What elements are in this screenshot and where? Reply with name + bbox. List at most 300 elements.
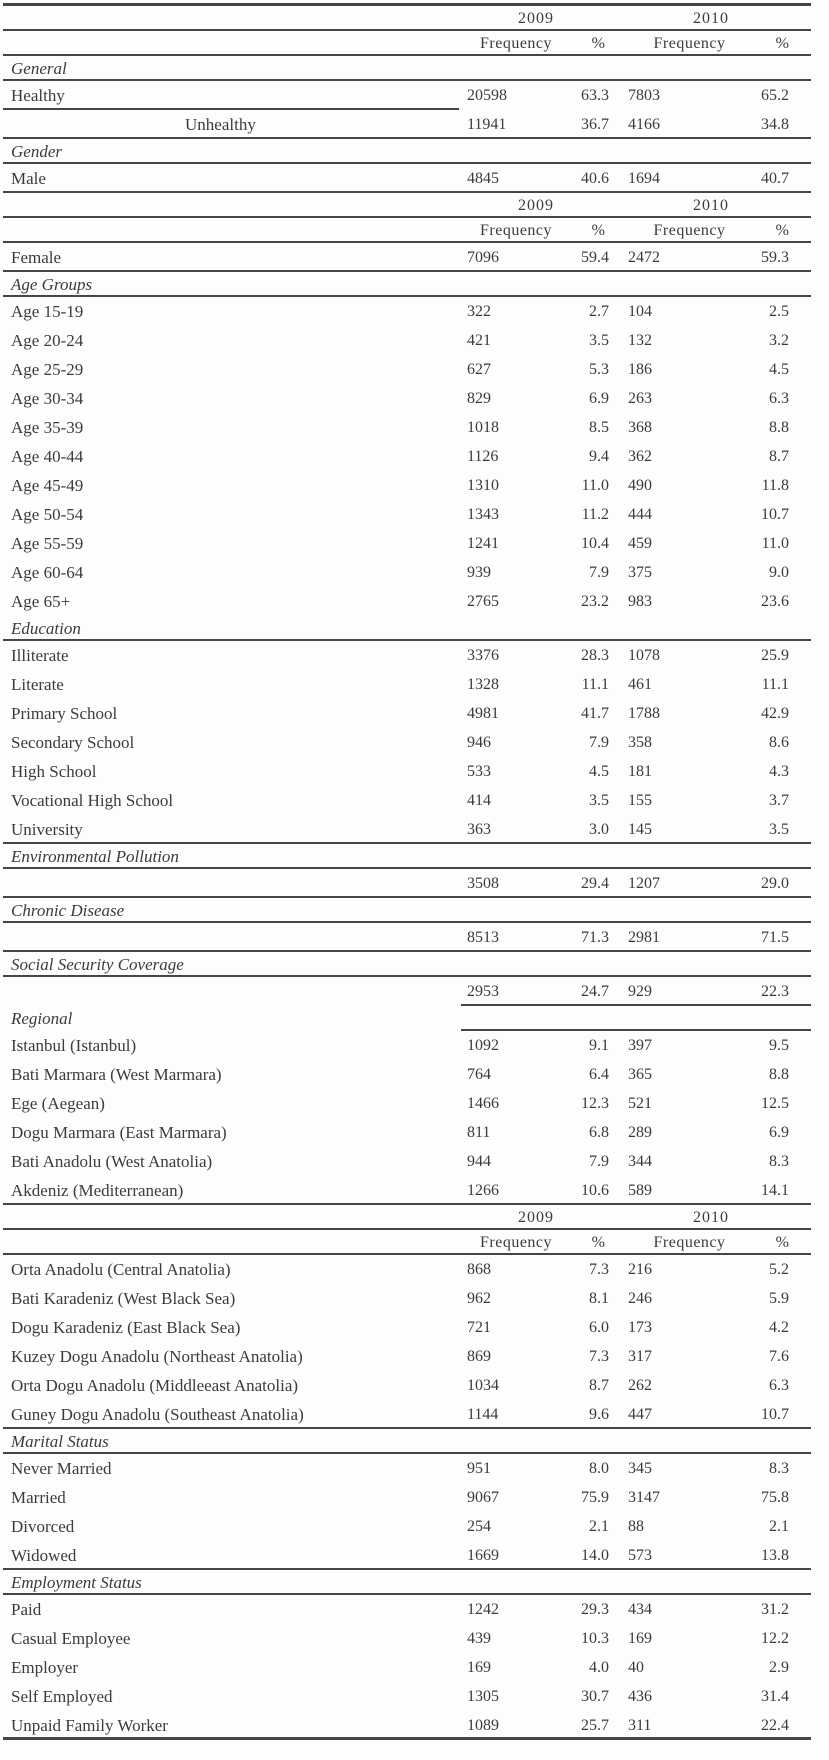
frequency-2010-cell: 263 [628,389,652,407]
percent-2009-cell: 9.6 [589,1405,609,1423]
percent-2009-cell: 9.1 [589,1036,609,1054]
percent-2010-cell: 3.7 [769,791,789,809]
table-row [3,1483,811,1512]
row-label: Age 60-64 [11,562,84,582]
year-2009-header: 2009 [518,1208,554,1226]
frequency-2010-cell: 181 [628,762,652,780]
table-row [3,413,811,442]
percent-2009-cell: 24.7 [581,982,609,1000]
year-2010-header: 2010 [693,196,729,214]
section-label: Regional [11,1008,73,1028]
percent-2010-cell: 75.8 [761,1488,789,1506]
percent-2010-cell: 6.3 [769,389,789,407]
row-label: Vocational High School [11,790,174,810]
table-row [3,1089,811,1118]
frequency-2009-cell: 414 [467,791,491,809]
percent-2010-cell: 12.5 [761,1094,789,1112]
percent-2009-cell: 59.4 [581,248,609,266]
frequency-2009-cell: 1089 [467,1716,499,1734]
table-row [3,471,811,500]
row-label: Ege (Aegean) [11,1093,105,1113]
table-row [3,1060,811,1089]
percent-2010-column-header: % [775,34,789,52]
percent-2010-cell: 23.6 [761,592,789,610]
row-label: Orta Dogu Anadolu (Middleeast Anatolia) [11,1375,299,1395]
row-label: Age 45-49 [11,475,84,495]
row-label: Bati Karadeniz (West Black Sea) [11,1288,236,1308]
table-row [3,384,811,413]
frequency-2009-cell: 939 [467,563,491,581]
frequency-2010-cell: 311 [628,1716,652,1734]
percent-2009-cell: 3.5 [589,331,609,349]
percent-2009-cell: 75.9 [581,1488,609,1506]
percent-2009-cell: 3.5 [589,791,609,809]
row-label: Age 20-24 [11,330,84,350]
table-row [3,1682,811,1711]
percent-2009-cell: 11.2 [581,505,609,523]
percent-2009-cell: 12.3 [581,1094,609,1112]
percent-2010-cell: 8.3 [769,1152,789,1170]
table-row [3,1541,811,1570]
row-label: Orta Anadolu (Central Anatolia) [11,1259,231,1279]
frequency-2010-cell: 521 [628,1094,652,1112]
table-row [3,442,811,471]
percent-2009-cell: 30.7 [581,1687,609,1705]
frequency-2010-cell: 1207 [628,874,660,892]
row-label: Akdeniz (Mediterranean) [11,1180,184,1200]
percent-2009-cell: 63.3 [581,86,609,104]
frequency-2010-cell: 375 [628,563,652,581]
frequency-2009-cell: 764 [467,1065,491,1083]
frequency-2010-column-header: Frequency [653,1233,726,1251]
table-row [3,1512,811,1541]
table-row [3,1595,811,1624]
percent-2010-cell: 9.0 [769,563,789,581]
percent-2010-cell: 11.1 [761,675,789,693]
frequency-2009-cell: 533 [467,762,491,780]
row-label: High School [11,761,97,781]
percent-2009-cell: 10.4 [581,534,609,552]
percent-2010-cell: 31.4 [761,1687,789,1705]
frequency-2009-cell: 322 [467,302,491,320]
frequency-2009-column-header: Frequency [479,34,553,52]
row-label: Divorced [11,1516,75,1536]
percent-2009-cell: 6.9 [589,389,609,407]
percent-2010-cell: 4.2 [769,1318,789,1336]
percent-2009-column-header: % [591,221,605,239]
section-row [3,952,811,977]
percent-2009-cell: 29.3 [581,1600,609,1618]
percent-2010-cell: 6.9 [769,1123,789,1141]
table-row [3,641,811,670]
percent-2010-cell: 8.8 [769,418,789,436]
year-header-row [3,193,811,218]
section-row [3,139,811,164]
table-row [3,1313,811,1342]
table-row [3,699,811,728]
frequency-2009-cell: 3376 [467,646,499,664]
table-row [3,1400,811,1429]
section-label: Gender [11,141,62,161]
frequency-2010-cell: 3147 [628,1488,660,1506]
frequency-2009-cell: 8513 [467,928,499,946]
percent-2010-cell: 2.5 [769,302,789,320]
row-label: Age 30-34 [11,388,84,408]
section-label: Education [11,618,81,638]
section-label: Chronic Disease [11,900,125,920]
frequency-2010-column-header: Frequency [653,221,726,239]
percent-2010-cell: 8.7 [769,447,789,465]
percent-2010-cell: 4.5 [769,360,789,378]
frequency-2010-cell: 173 [628,1318,652,1336]
percent-2010-cell: 8.3 [769,1459,789,1477]
frequency-2010-cell: 397 [628,1036,652,1054]
frequency-2009-cell: 946 [467,733,491,751]
frequency-2010-cell: 216 [628,1260,652,1278]
percent-2009-cell: 2.1 [589,1517,609,1535]
frequency-2009-cell: 11941 [467,115,507,133]
percent-2010-cell: 11.8 [761,476,789,494]
percent-2010-cell: 5.9 [769,1289,789,1307]
year-header-row [3,1205,811,1230]
percent-2009-cell: 25.7 [581,1716,609,1734]
table-row [3,326,811,355]
row-label: Never Married [11,1458,112,1478]
percent-2009-cell: 40.6 [581,169,609,187]
frequency-2010-cell: 362 [628,447,652,465]
section-row [3,1570,811,1595]
row-label: Primary School [11,703,118,723]
frequency-2010-cell: 155 [628,791,652,809]
table-row [3,1255,811,1284]
frequency-2009-cell: 363 [467,820,491,838]
frequency-2009-cell: 1018 [467,418,499,436]
frequency-2010-cell: 365 [628,1065,652,1083]
table-row [3,164,811,193]
table-row [3,81,811,110]
row-label: Kuzey Dogu Anadolu (Northeast Anatolia) [11,1346,303,1366]
section-label: Age Groups [11,274,93,294]
section-label: Social Security Coverage [11,954,184,974]
percent-2010-cell: 14.1 [761,1181,789,1199]
row-label: Age 40-44 [11,446,84,466]
percent-2009-cell: 4.5 [589,762,609,780]
frequency-2009-cell: 4845 [467,169,499,187]
percent-2010-column-header: % [775,221,789,239]
percent-2010-cell: 8.6 [769,733,789,751]
year-header-row [3,6,811,31]
frequency-2009-cell: 20598 [467,86,507,104]
section-label: General [11,58,67,78]
frequency-2010-cell: 1788 [628,704,660,722]
percent-2010-cell: 13.8 [761,1546,789,1564]
frequency-2009-cell: 962 [467,1289,491,1307]
percent-2009-column-header: % [591,34,605,52]
percent-2009-cell: 7.3 [589,1260,609,1278]
frequency-2009-cell: 1343 [467,505,499,523]
table-row [3,1147,811,1176]
section-label: Employment Status [11,1572,142,1592]
row-label: Secondary School [11,732,135,752]
column-header-row [3,1230,811,1255]
year-2010-header: 2010 [693,9,729,27]
percent-2010-cell: 10.7 [761,505,789,523]
table-row [3,500,811,529]
percent-2009-cell: 6.0 [589,1318,609,1336]
frequency-2009-cell: 1305 [467,1687,499,1705]
table-row [3,529,811,558]
section-label: Environmental Pollution [11,846,179,866]
section-row [3,898,811,923]
row-label: Age 50-54 [11,504,84,524]
percent-2010-cell: 2.9 [769,1658,789,1676]
table-row [3,558,811,587]
frequency-2010-cell: 145 [628,820,652,838]
percent-2010-cell: 2.1 [769,1517,789,1535]
frequency-2009-cell: 169 [467,1658,491,1676]
percent-2009-cell: 7.3 [589,1347,609,1365]
percent-2009-cell: 6.4 [589,1065,609,1083]
frequency-2010-cell: 262 [628,1376,652,1394]
percent-2010-cell: 71.5 [761,928,789,946]
frequency-2009-cell: 4981 [467,704,499,722]
frequency-2009-cell: 2953 [467,982,499,1000]
frequency-2009-cell: 811 [467,1123,491,1141]
frequency-2009-cell: 254 [467,1517,491,1535]
frequency-2010-cell: 2981 [628,928,660,946]
frequency-2010-cell: 289 [628,1123,652,1141]
row-label: Casual Employee [11,1628,131,1648]
frequency-2009-cell: 9067 [467,1488,499,1506]
percent-2009-cell: 8.5 [589,418,609,436]
percent-2010-column-header: % [775,1233,789,1251]
year-2010-header: 2010 [693,1208,729,1226]
table-row [3,728,811,757]
percent-2009-cell: 8.1 [589,1289,609,1307]
year-2009-header: 2009 [518,196,554,214]
frequency-2009-cell: 1126 [467,447,499,465]
percent-2010-cell: 11.0 [761,534,789,552]
table-row [3,355,811,384]
percent-2009-cell: 36.7 [581,115,609,133]
table-row [3,1711,811,1740]
table-row [3,815,811,844]
frequency-2009-cell: 2765 [467,592,499,610]
descriptive-statistics-table [3,3,811,1740]
row-label: Male [11,168,46,188]
percent-2009-cell: 14.0 [581,1546,609,1564]
row-label: Bati Anadolu (West Anatolia) [11,1151,213,1171]
frequency-2010-cell: 344 [628,1152,652,1170]
percent-2010-cell: 3.5 [769,820,789,838]
percent-2009-cell: 7.9 [589,563,609,581]
section-row [3,272,811,297]
frequency-2010-cell: 573 [628,1546,652,1564]
frequency-2009-cell: 7096 [467,248,499,266]
frequency-2010-cell: 436 [628,1687,652,1705]
percent-2010-cell: 10.7 [761,1405,789,1423]
frequency-2009-cell: 1328 [467,675,499,693]
frequency-2009-cell: 829 [467,389,491,407]
table-row [3,110,811,139]
row-label: Illiterate [11,645,69,665]
column-header-row [3,31,811,56]
percent-2010-cell: 59.3 [761,248,789,266]
table-row [3,243,811,272]
frequency-2009-cell: 1310 [467,476,499,494]
percent-2010-cell: 22.3 [761,982,789,1000]
table-row [3,1031,811,1060]
frequency-2009-cell: 1466 [467,1094,499,1112]
percent-2009-cell: 10.6 [581,1181,609,1199]
row-label: Age 25-29 [11,359,84,379]
frequency-2009-cell: 1144 [467,1405,499,1423]
frequency-2010-cell: 169 [628,1629,652,1647]
frequency-2009-cell: 1266 [467,1181,499,1199]
percent-2009-cell: 41.7 [581,704,609,722]
percent-2009-cell: 5.3 [589,360,609,378]
frequency-2010-cell: 589 [628,1181,652,1199]
frequency-2010-cell: 358 [628,733,652,751]
frequency-2010-cell: 186 [628,360,652,378]
frequency-2010-cell: 104 [628,302,652,320]
percent-2009-cell: 8.0 [589,1459,609,1477]
row-label: Age 65+ [11,591,71,611]
percent-2010-cell: 4.3 [769,762,789,780]
frequency-2010-cell: 447 [628,1405,652,1423]
percent-2010-cell: 7.6 [769,1347,789,1365]
percent-2010-cell: 22.4 [761,1716,789,1734]
row-label: Widowed [11,1545,77,1565]
percent-2009-cell: 2.7 [589,302,609,320]
frequency-2010-cell: 444 [628,505,652,523]
frequency-2010-cell: 929 [628,982,652,1000]
table-row [3,297,811,326]
frequency-2009-cell: 944 [467,1152,491,1170]
frequency-2009-cell: 439 [467,1629,491,1647]
frequency-2010-cell: 461 [628,675,652,693]
section-row [3,1006,811,1031]
percent-2010-cell: 5.2 [769,1260,789,1278]
table-row [3,1118,811,1147]
frequency-2009-cell: 1092 [467,1036,499,1054]
row-label: Unpaid Family Worker [11,1715,168,1735]
frequency-2010-cell: 246 [628,1289,652,1307]
table-row [3,786,811,815]
frequency-2009-cell: 1241 [467,534,499,552]
table-row [3,869,811,898]
row-label: Dogu Karadeniz (East Black Sea) [11,1317,241,1337]
row-label: Literate [11,674,64,694]
table-row [3,1284,811,1313]
table-row [3,1176,811,1205]
table-row [3,1342,811,1371]
row-label: Married [11,1487,66,1507]
percent-2010-cell: 65.2 [761,86,789,104]
table-row [3,1653,811,1682]
row-label: Age 15-19 [11,301,84,321]
percent-2010-cell: 31.2 [761,1600,789,1618]
row-label: Employer [11,1657,79,1677]
table-row [3,923,811,952]
percent-2009-cell: 7.9 [589,1152,609,1170]
row-label: Self Employed [11,1686,113,1706]
frequency-2010-cell: 345 [628,1459,652,1477]
percent-2009-cell: 28.3 [581,646,609,664]
frequency-2009-cell: 721 [467,1318,491,1336]
section-label: Marital Status [11,1431,109,1451]
percent-2010-cell: 42.9 [761,704,789,722]
frequency-2010-cell: 490 [628,476,652,494]
table-row [3,587,811,616]
row-label: Bati Marmara (West Marmara) [11,1064,222,1084]
frequency-2009-cell: 1242 [467,1600,499,1618]
percent-2009-column-header: % [591,1233,605,1251]
frequency-2009-cell: 1034 [467,1376,499,1394]
percent-2009-cell: 29.4 [581,874,609,892]
year-2009-header: 2009 [518,9,554,27]
percent-2010-cell: 12.2 [761,1629,789,1647]
frequency-2010-cell: 4166 [628,115,660,133]
row-label: Age 35-39 [11,417,84,437]
frequency-2010-cell: 983 [628,592,652,610]
row-label: Dogu Marmara (East Marmara) [11,1122,227,1142]
table-row [3,670,811,699]
percent-2009-cell: 4.0 [589,1658,609,1676]
frequency-2009-cell: 421 [467,331,491,349]
frequency-2010-cell: 132 [628,331,652,349]
percent-2009-cell: 7.9 [589,733,609,751]
frequency-2010-cell: 368 [628,418,652,436]
percent-2009-cell: 11.0 [581,476,609,494]
percent-2010-cell: 8.8 [769,1065,789,1083]
frequency-2009-column-header: Frequency [479,221,553,239]
row-label: Guney Dogu Anadolu (Southeast Anatolia) [11,1404,304,1424]
frequency-2009-cell: 869 [467,1347,491,1365]
frequency-2009-cell: 627 [467,360,491,378]
frequency-2010-cell: 459 [628,534,652,552]
table-row [3,1624,811,1653]
row-label: University [11,819,83,839]
percent-2010-cell: 29.0 [761,874,789,892]
percent-2009-cell: 10.3 [581,1629,609,1647]
row-label: Paid [11,1599,42,1619]
section-row [3,616,811,641]
frequency-2009-cell: 1669 [467,1546,499,1564]
percent-2010-cell: 34.8 [761,115,789,133]
percent-2010-cell: 6.3 [769,1376,789,1394]
table-row [3,977,811,1006]
percent-2009-cell: 11.1 [581,675,609,693]
percent-2010-cell: 25.9 [761,646,789,664]
row-label: Unhealthy [185,114,256,134]
frequency-2010-cell: 434 [628,1600,652,1618]
frequency-2009-column-header: Frequency [479,1233,553,1251]
frequency-2010-cell: 2472 [628,248,660,266]
row-label: Female [11,247,62,267]
frequency-2009-cell: 868 [467,1260,491,1278]
column-header-row [3,218,811,243]
percent-2009-cell: 71.3 [581,928,609,946]
section-row [3,844,811,869]
percent-2009-cell: 9.4 [589,447,609,465]
table-row [3,757,811,786]
frequency-2010-column-header: Frequency [653,34,726,52]
percent-2009-cell: 3.0 [589,820,609,838]
percent-2010-cell: 3.2 [769,331,789,349]
frequency-2010-cell: 40 [628,1658,644,1676]
row-label: Age 55-59 [11,533,84,553]
